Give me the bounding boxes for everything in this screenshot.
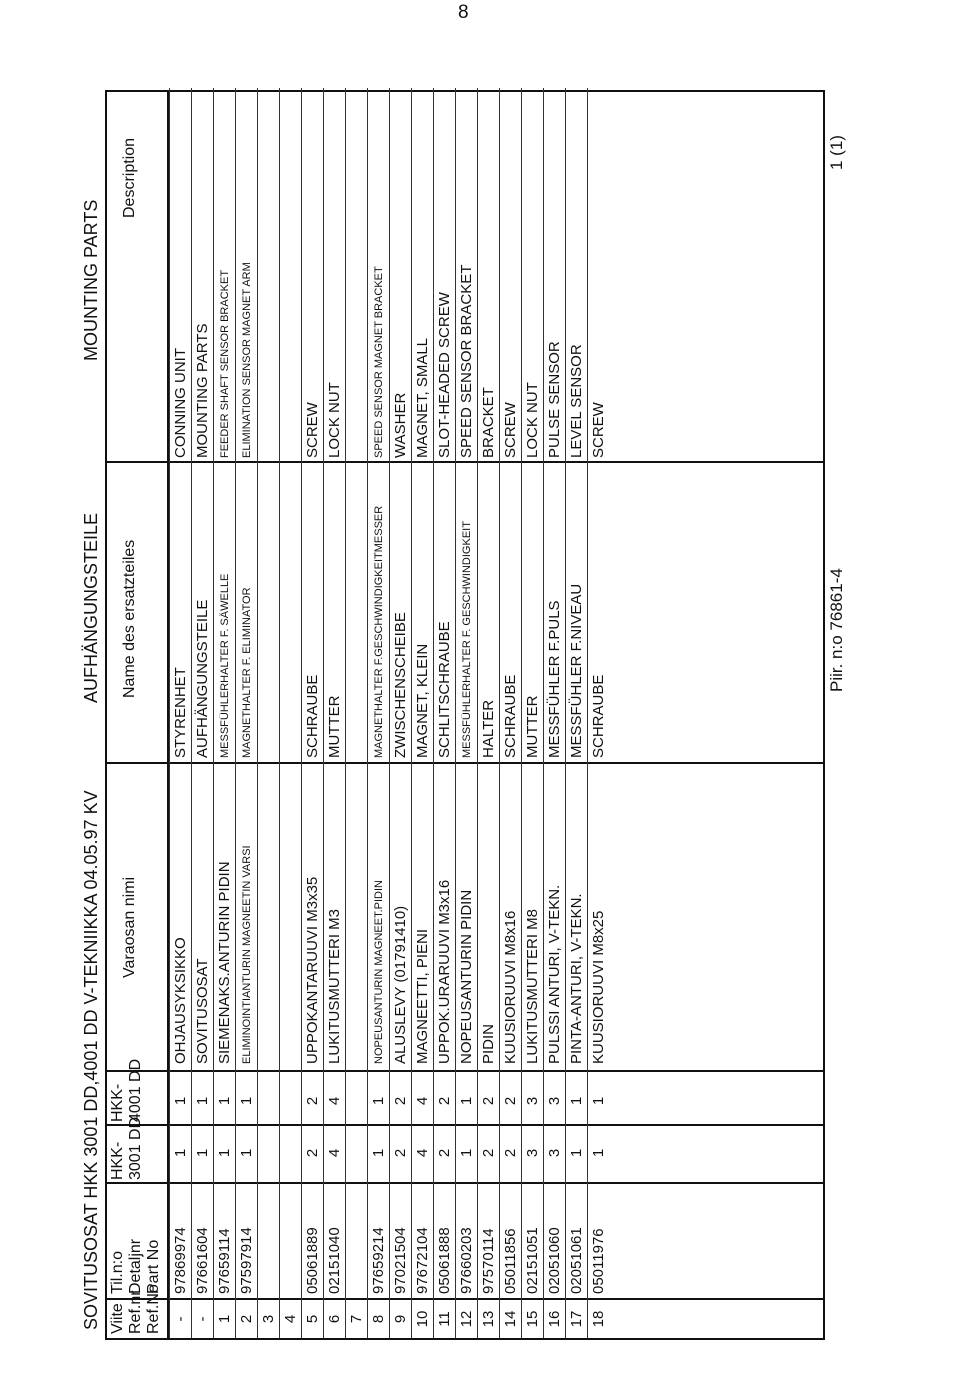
table-row xyxy=(323,88,346,1338)
cell-ref: 8 xyxy=(370,1314,387,1324)
cell-name-german: MESSFÜHLER F.PULS xyxy=(546,600,563,758)
cell-name-finnish: UPPOKANTARUUVI M3x35 xyxy=(304,876,321,1064)
table-row xyxy=(411,88,434,1338)
cell-ref: 1 xyxy=(216,1314,233,1324)
cell-qty-3001: 4 xyxy=(326,1148,343,1158)
cell-qty-3001: 2 xyxy=(392,1148,409,1158)
cell-qty-4001: 2 xyxy=(304,1096,321,1106)
cell-description: LOCK NUT xyxy=(524,382,541,458)
table-row xyxy=(543,88,566,1338)
cell-name-german: MUTTER xyxy=(524,695,541,758)
cell-name-german: MESSFÜHLERHALTER F. SÄWELLE xyxy=(219,573,231,758)
cell-part-no: 97570114 xyxy=(480,1228,497,1294)
header-qty-3001: HKK- 3001 DD xyxy=(109,1116,144,1180)
cell-ref: 13 xyxy=(480,1310,497,1328)
drawing-number: Piir. n:o 76861-4 xyxy=(827,568,846,692)
cell-name-finnish: PULSSI ANTURI, V-TEKN. xyxy=(546,884,563,1064)
cell-qty-3001: 1 xyxy=(370,1148,387,1158)
cell-part-no: 02151051 xyxy=(524,1227,541,1294)
header-name-german: Name des ersatzteiles xyxy=(121,539,138,698)
cell-name-finnish: ALUSLEVY (01791410) xyxy=(392,905,409,1064)
table-row xyxy=(301,88,324,1338)
cell-qty-3001: 4 xyxy=(414,1148,431,1158)
cell-description: SCREW xyxy=(590,402,607,458)
cell-name-german: AUFHÄNGUNGSTEILE xyxy=(194,599,211,758)
parts-list-sheet xyxy=(75,90,845,1340)
cell-qty-3001: 2 xyxy=(436,1148,453,1158)
cell-description: FEEDER SHAFT SENSOR BRACKET xyxy=(219,269,231,458)
table-row xyxy=(191,88,214,1338)
cell-part-no: 05061889 xyxy=(304,1227,321,1294)
sheet-page-count: 1 (1) xyxy=(827,135,846,170)
cell-name-finnish: KUUSIORUUVI M8x16 xyxy=(502,910,519,1064)
table-row xyxy=(279,88,302,1338)
cell-qty-3001: 1 xyxy=(458,1148,475,1158)
cell-qty-3001: 1 xyxy=(590,1148,607,1158)
header-name-finnish: Varaosan nimi xyxy=(121,876,138,978)
header-ref: Viite Ref.nr Ref.No xyxy=(109,1284,162,1334)
cell-description: ELIMINATION SENSOR MAGNET ARM xyxy=(241,262,253,458)
cell-name-german: ZWISCHENSCHEIBE xyxy=(392,612,409,758)
title-finnish: SOVITUSOSAT HKK 3001 DD,4001 DD V-TEKNIIKKA 04.05.97 KV xyxy=(81,790,101,1330)
cell-ref: - xyxy=(172,1316,189,1322)
cell-name-german: SCHRAUBE xyxy=(502,674,519,758)
cell-ref: 5 xyxy=(304,1314,321,1324)
table-row xyxy=(235,88,258,1338)
table-row xyxy=(389,88,412,1338)
cell-part-no: 97659214 xyxy=(370,1227,387,1294)
cell-qty-4001: 1 xyxy=(238,1096,255,1106)
cell-part-no: 02051061 xyxy=(568,1227,585,1294)
cell-description: WASHER xyxy=(392,392,409,458)
header-description: Description xyxy=(121,137,138,218)
cell-part-no: 05011976 xyxy=(590,1228,607,1294)
cell-ref: 11 xyxy=(436,1311,453,1327)
cell-qty-3001: 1 xyxy=(238,1148,255,1158)
cell-name-german: SCHLITSCHRAUBE xyxy=(436,621,453,758)
cell-name-finnish: SIEMENAKS.ANTURIN PIDIN xyxy=(216,861,233,1064)
cell-ref: 10 xyxy=(414,1310,431,1328)
cell-part-no: 02051060 xyxy=(546,1227,563,1294)
cell-ref: 16 xyxy=(546,1310,563,1328)
cell-name-german: STYRENHET xyxy=(172,667,189,758)
cell-qty-3001: 3 xyxy=(524,1148,541,1158)
cell-part-no: 97661604 xyxy=(194,1227,211,1294)
cell-qty-4001: 1 xyxy=(590,1096,607,1106)
cell-name-german: HALTER xyxy=(480,699,497,758)
cell-qty-3001: 1 xyxy=(194,1148,211,1158)
page-number: 8 xyxy=(458,2,469,23)
cell-qty-3001: 2 xyxy=(480,1148,497,1158)
cell-part-no: 97021504 xyxy=(392,1227,409,1294)
header-qty-4001: HKK- 4001 DD xyxy=(109,1058,144,1122)
cell-name-finnish: KUUSIORUUVI M8x25 xyxy=(590,910,607,1064)
cell-qty-4001: 3 xyxy=(546,1096,563,1106)
cell-name-german: MAGNETHALTER F.GESCHWINDIGKEITMESSER xyxy=(373,505,385,758)
table-row xyxy=(433,88,456,1338)
cell-ref: 12 xyxy=(458,1310,475,1328)
table-row xyxy=(499,88,522,1338)
cell-qty-4001: 1 xyxy=(568,1096,585,1106)
cell-ref: 3 xyxy=(260,1314,277,1324)
cell-ref: 17 xyxy=(568,1310,585,1328)
cell-qty-4001: 2 xyxy=(392,1096,409,1106)
parts-table xyxy=(105,90,825,1340)
cell-ref: 15 xyxy=(524,1310,541,1328)
cell-ref: 4 xyxy=(282,1314,299,1324)
cell-name-finnish: UPPOK.URARUUVI M3x16 xyxy=(436,879,453,1064)
cell-ref: 7 xyxy=(348,1314,365,1324)
cell-ref: 14 xyxy=(502,1310,519,1328)
cell-qty-4001: 1 xyxy=(172,1096,189,1106)
cell-description: SCREW xyxy=(502,402,519,458)
cell-qty-3001: 1 xyxy=(568,1148,585,1158)
cell-part-no: 97597914 xyxy=(238,1227,255,1294)
table-row xyxy=(477,88,500,1338)
cell-name-finnish: LUKITUSMUTTERI M3 xyxy=(326,908,343,1064)
cell-description: PULSE SENSOR xyxy=(546,341,563,458)
cell-name-finnish: MAGNEETTI, PIENI xyxy=(414,928,431,1064)
table-row xyxy=(257,88,280,1338)
table-row xyxy=(345,88,368,1338)
cell-qty-4001: 2 xyxy=(480,1096,497,1106)
cell-description: MOUNTING PARTS xyxy=(194,323,211,458)
cell-qty-4001: 1 xyxy=(370,1096,387,1106)
title-german: AUFHÄNGUNGSTEILE xyxy=(81,512,101,703)
cell-qty-4001: 2 xyxy=(502,1096,519,1106)
cell-name-german: MAGNET, KLEIN xyxy=(414,643,431,758)
cell-part-no: 05061888 xyxy=(436,1227,453,1294)
cell-description: BRACKET xyxy=(480,387,497,458)
cell-part-no: 97869974 xyxy=(172,1227,189,1294)
cell-part-no: 05011856 xyxy=(502,1228,519,1294)
cell-qty-4001: 1 xyxy=(194,1096,211,1106)
cell-qty-4001: 2 xyxy=(436,1096,453,1106)
cell-part-no: 02151040 xyxy=(326,1227,343,1294)
cell-name-finnish: LUKITUSMUTTERI M8 xyxy=(524,908,541,1064)
cell-qty-3001: 3 xyxy=(546,1148,563,1158)
cell-ref: 18 xyxy=(590,1310,607,1328)
cell-ref: 2 xyxy=(238,1314,255,1324)
cell-part-no: 97672104 xyxy=(414,1227,431,1294)
cell-qty-4001: 3 xyxy=(524,1096,541,1106)
cell-ref: - xyxy=(194,1316,211,1322)
title-row xyxy=(75,90,105,1340)
table-row xyxy=(521,88,544,1338)
cell-name-german: MESSFÜHLERHALTER F. GESCHWINDIGKEIT xyxy=(461,521,473,758)
cell-name-german: SCHRAUBE xyxy=(590,674,607,758)
cell-description: SLOT-HEADED SCREW xyxy=(436,292,453,458)
table-row xyxy=(455,88,478,1338)
header-part-no: Til.n:o Detaljnr Part No xyxy=(109,1238,162,1294)
table-row xyxy=(587,88,610,1338)
cell-name-german: MAGNETHALTER F. ELIMINATOR xyxy=(241,587,253,758)
cell-description: SPEED SENSOR BRACKET xyxy=(458,264,475,458)
cell-description: SPEED SENSOR MAGNET BRACKET xyxy=(373,266,385,458)
cell-part-no: 97660203 xyxy=(458,1227,475,1294)
cell-part-no: 97659114 xyxy=(216,1228,233,1294)
cell-name-german: MESSFÜHLER F.NIVEAU xyxy=(568,583,585,758)
cell-description: CONNING UNIT xyxy=(172,348,189,458)
cell-qty-4001: 4 xyxy=(326,1096,343,1106)
table-row xyxy=(367,88,390,1338)
cell-qty-4001: 4 xyxy=(414,1096,431,1106)
cell-qty-3001: 1 xyxy=(172,1148,189,1158)
cell-qty-4001: 1 xyxy=(216,1096,233,1106)
cell-qty-3001: 2 xyxy=(502,1148,519,1158)
cell-ref: 9 xyxy=(392,1314,409,1324)
table-row xyxy=(565,88,588,1338)
cell-description: SCREW xyxy=(304,402,321,458)
cell-name-finnish: NOPEUSANTURIN MAGNEET.PIDIN xyxy=(373,880,385,1064)
cell-qty-3001: 2 xyxy=(304,1148,321,1158)
cell-name-german: SCHRAUBE xyxy=(304,674,321,758)
cell-description: LOCK NUT xyxy=(326,382,343,458)
cell-name-finnish: ELIMINOINTIANTURIN MAGNEETIN VARSI xyxy=(241,845,253,1064)
cell-name-finnish: SOVITUSOSAT xyxy=(194,958,211,1064)
cell-qty-3001: 1 xyxy=(216,1148,233,1158)
cell-name-finnish: NOPEUSANTURIN PIDIN xyxy=(458,889,475,1064)
cell-description: LEVEL SENSOR xyxy=(568,344,585,458)
cell-name-finnish: OHJAUSYKSIKKO xyxy=(172,937,189,1064)
cell-name-german: MUTTER xyxy=(326,695,343,758)
cell-qty-4001: 1 xyxy=(458,1096,475,1106)
cell-name-finnish: PIDIN xyxy=(480,1023,497,1064)
cell-name-finnish: PINTA-ANTURI, V-TEKN. xyxy=(568,893,585,1064)
cell-ref: 6 xyxy=(326,1314,343,1324)
title-english: MOUNTING PARTS xyxy=(81,199,101,361)
table-row xyxy=(169,88,192,1338)
cell-description: MAGNET, SMALL xyxy=(414,337,431,458)
table-row xyxy=(213,88,236,1338)
